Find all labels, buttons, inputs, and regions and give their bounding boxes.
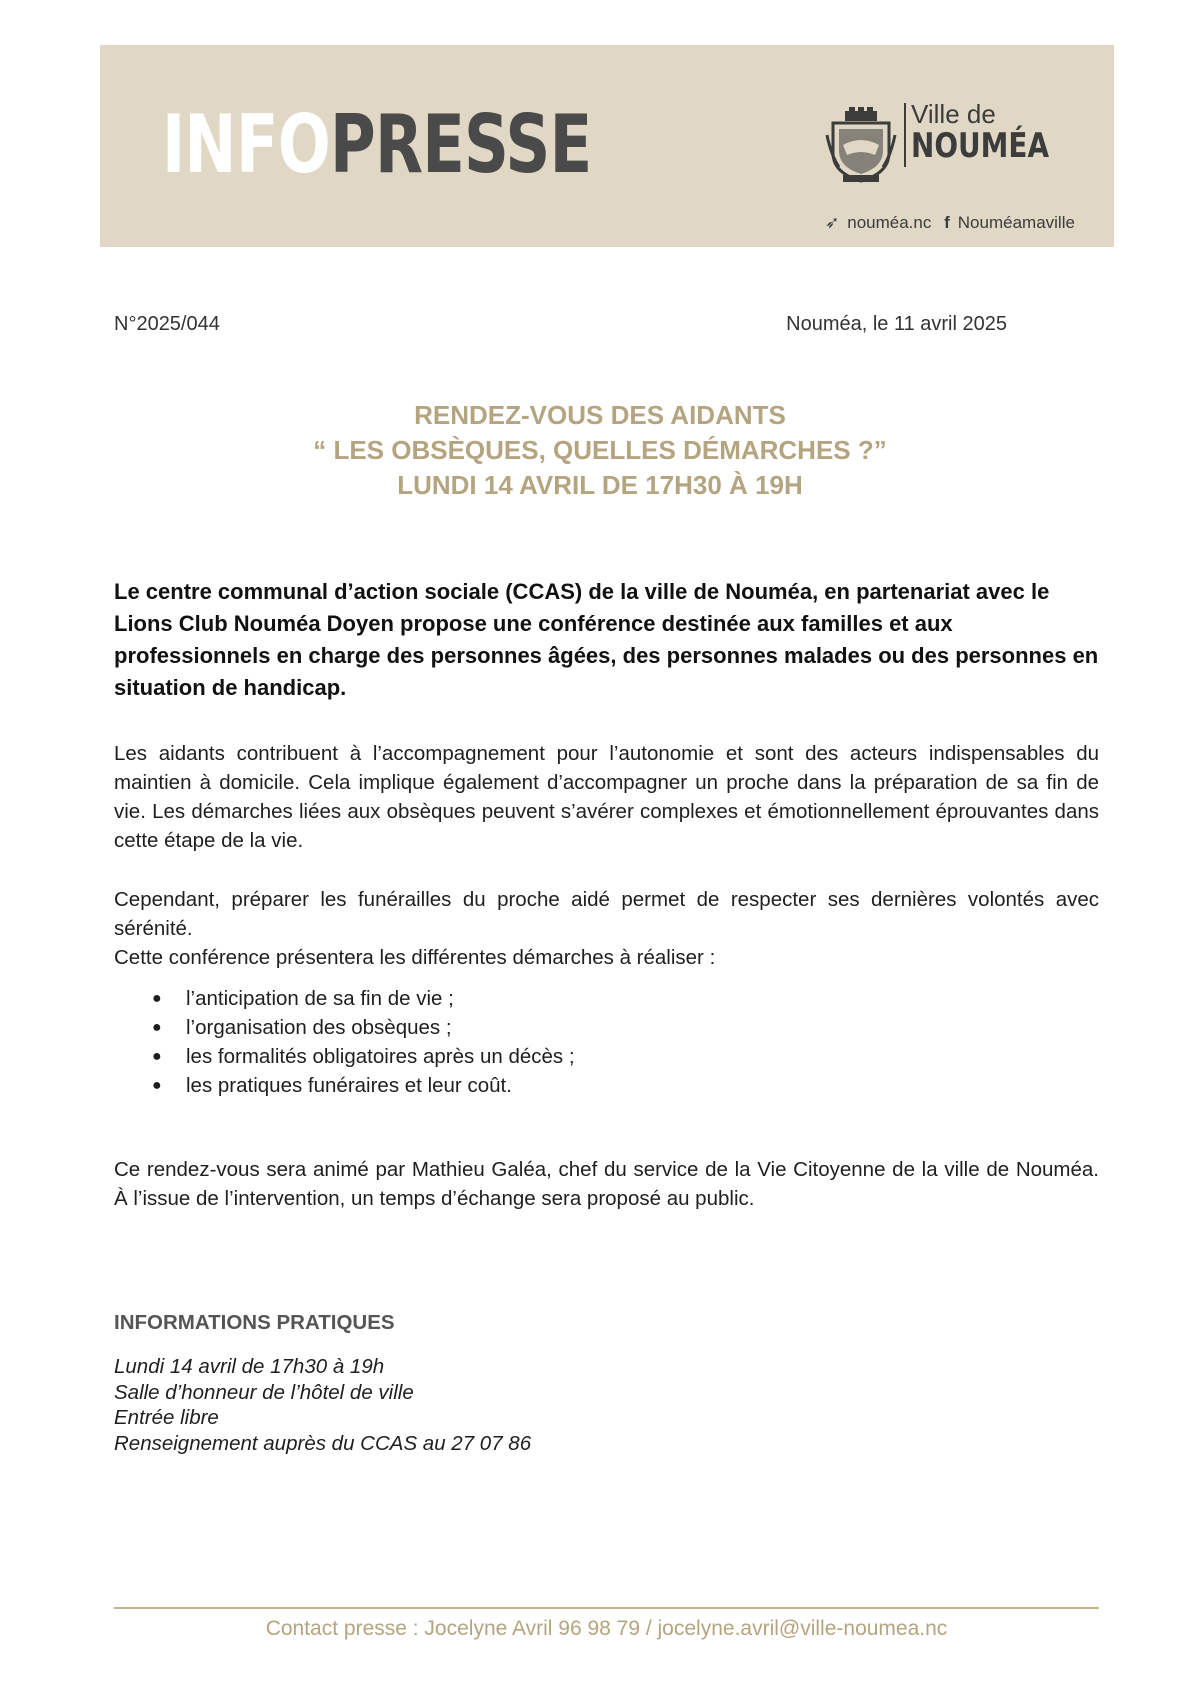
website-text: nouméa.nc — [847, 213, 932, 232]
press-contact: Contact presse : Jocelyne Avril 96 98 79 / jocelyne.avril@ville-noumea.nc — [265, 1617, 948, 1640]
info-presse-logo — [162, 98, 592, 191]
list-item: ● les formalités obligatoires après un décès ; — [152, 1042, 575, 1071]
logo-divider — [903, 103, 907, 167]
title-line-2: “ LES OBSÈQUES, QUELLES DÉMARCHES ?” — [313, 435, 887, 465]
header-banner — [100, 45, 1114, 247]
brand-presse-text: PRESSE — [329, 98, 592, 191]
city-crest-icon — [825, 105, 897, 185]
facebook-icon: f — [944, 213, 950, 232]
list-item: ● l’organisation des obsèques ; — [152, 1013, 575, 1042]
list-item: ● les pratiques funéraires et leur coût. — [152, 1071, 575, 1100]
social-links — [825, 213, 1083, 233]
ville-de-text: Ville de — [911, 99, 996, 129]
practical-info-venue: Salle d’honneur de l’hôtel de ville — [114, 1380, 414, 1404]
steps-list — [152, 984, 575, 1100]
practical-info — [114, 1354, 531, 1456]
list-item: ● l’anticipation de sa fin de vie ; — [152, 984, 575, 1013]
body-paragraph-2: Cependant, préparer les funérailles du proche aidé permet de respecter ses dernières volontés avec sérénité. — [114, 888, 1099, 940]
facebook-text: Nouméamaville — [957, 213, 1075, 232]
page-title — [100, 398, 1100, 503]
title-line-3: LUNDI 14 AVRIL DE 17H30 À 19H — [397, 470, 803, 500]
lead-paragraph: Le centre communal d’action sociale (CCAS) de la ville de Nouméa, en partenariat avec le Lions Club Nouméa Doyen propose une conférence destinée aux familles et aux professionnels en charge des personnes âgées, des personnes malades ou des personnes en situation de handicap. — [114, 579, 1099, 700]
practical-info-entry: Entrée libre — [114, 1406, 219, 1429]
brand-info-text: INFO — [162, 98, 330, 191]
footer-divider — [114, 1607, 1099, 1609]
ville-de-noumea-logo — [825, 99, 1075, 232]
practical-info-date: Lundi 14 avril de 17h30 à 19h — [114, 1355, 385, 1378]
body-paragraph-1: Les aidants contribuent à l’accompagnement pour l’autonomie et sont des acteurs indispensables du maintien à domicile. Cela implique également d’accompagner un proche dans la préparation de sa fin de vie. Les démarches liées aux obsèques peuvent s’avérer complexes et émotionnellement éprouvantes dans cette étape de la vie. — [114, 742, 1099, 852]
practical-info-contact: Renseignement auprès du CCAS au 27 07 86 — [114, 1431, 532, 1455]
body-paragraph-3: Cette conférence présentera les différentes démarches à réaliser : — [114, 946, 716, 969]
press-release-number: N°2025/044 — [114, 313, 220, 335]
body-paragraph-4: Ce rendez-vous sera animé par Mathieu Galéa, chef du service de la Vie Citoyenne de la ville de Nouméa. À l’issue de l’intervention, un temps d’échange sera proposé au public. — [114, 1158, 1099, 1210]
practical-info-heading: INFORMATIONS PRATIQUES — [114, 1311, 395, 1334]
noumea-text: NOUMÉA — [911, 126, 1050, 166]
title-line-1: RENDEZ-VOUS DES AIDANTS — [414, 400, 786, 430]
website-icon: ➶ — [825, 213, 840, 232]
place-date: Nouméa, le 11 avril 2025 — [786, 313, 1007, 335]
